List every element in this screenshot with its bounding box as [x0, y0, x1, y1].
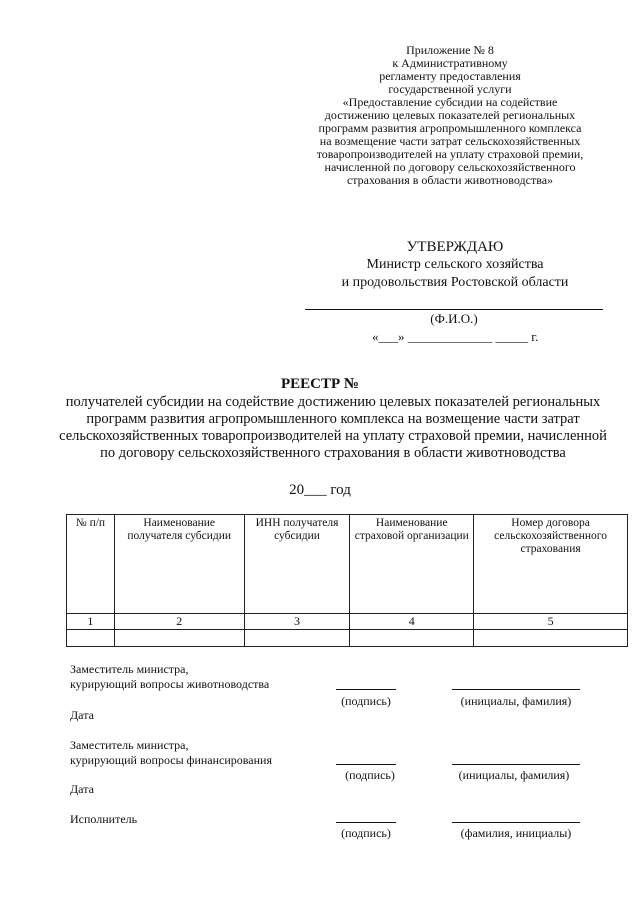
header-recipient-name: Наименование получателя субсидии [114, 515, 244, 614]
signature-caption: (подпись) [341, 826, 391, 840]
table-cell [244, 630, 350, 647]
appendix-line: программ развития агропромышленного комплекса [318, 121, 582, 135]
deputy-livestock-line1: Заместитель министра, [70, 662, 189, 676]
appendix-line: на возмещение части затрат сельскохозяйственных [319, 134, 581, 148]
signature-caption: (подпись) [345, 768, 395, 782]
approval-date-line: «___» _____________ _____ г. [372, 329, 539, 344]
header-number: № п/п [67, 515, 115, 614]
table-number-row [67, 614, 628, 630]
appendix-line: товаропроизводителей на уплату страховой премии, [316, 147, 584, 161]
table-cell [114, 630, 244, 647]
date-label: Дата [70, 782, 94, 796]
col-number: 3 [244, 614, 350, 630]
table-header-row [67, 515, 628, 614]
col-number: 4 [350, 614, 474, 630]
signature-line [336, 689, 396, 690]
deputy-livestock-label [70, 662, 269, 692]
appendix-line: начисленной по договору сельскохозяйственного [324, 160, 576, 174]
document-year: 20___ год [289, 482, 351, 498]
appendix-line: страхования в области животноводства» [346, 173, 554, 187]
approval-signature-line [305, 309, 603, 310]
deputy-livestock-line2: курирующий вопросы животноводства [70, 677, 270, 691]
appendix-line: достижению целевых показателей региональных [324, 108, 576, 122]
document-subtitle: получателей субсидии на содействие достижению целевых показателей региональных программ развития агропромышленного комплекса на возмещение части затрат сельскохозяйственных товаропроизводителей на уплату страховой премии, начисленной по договору сельскохозяйственного страхования в области животноводства [59, 394, 607, 461]
header-insurer: Наименование страховой организации [350, 515, 474, 614]
col-number: 2 [114, 614, 244, 630]
approval-position-line2: и продовольствия Ростовской области [341, 275, 569, 290]
header-inn: ИНН получателя субсидии [244, 515, 350, 614]
registry-table [66, 514, 628, 647]
name-line [452, 689, 580, 690]
approval-block [300, 238, 610, 292]
header-contract-number: Номер договора сельскохозяйственного страхования [474, 515, 628, 614]
fio-caption: (Ф.И.О.) [430, 311, 478, 326]
appendix-line: Приложение № 8 [406, 43, 494, 57]
signature-line [336, 764, 396, 765]
signature-caption: (подпись) [341, 694, 391, 708]
appendix-line: к Административному [392, 56, 508, 70]
appendix-line: регламенту предоставления [379, 69, 521, 83]
appendix-line: государственной услуги [388, 82, 512, 96]
deputy-finance-line1: Заместитель министра, [70, 738, 189, 752]
table-cell [67, 630, 115, 647]
deputy-finance-label [70, 738, 272, 768]
executor-label: Исполнитель [70, 812, 138, 826]
table-cell [474, 630, 628, 647]
document-title: РЕЕСТР № [281, 376, 359, 392]
name-line [452, 822, 580, 823]
table-cell [350, 630, 474, 647]
initials-caption: (инициалы, фамилия) [460, 694, 572, 708]
surname-caption: (фамилия, инициалы) [460, 826, 572, 840]
approval-heading: УТВЕРЖДАЮ [406, 239, 504, 255]
col-number: 5 [474, 614, 628, 630]
appendix-line: «Предоставление субсидии на содействие [342, 95, 558, 109]
appendix-header [290, 44, 610, 187]
initials-caption: (инициалы, фамилия) [458, 768, 570, 782]
deputy-finance-line2: курирующий вопросы финансирования [70, 753, 272, 767]
signature-line [336, 822, 396, 823]
date-label: Дата [70, 708, 94, 722]
name-line [452, 764, 580, 765]
col-number: 1 [67, 614, 115, 630]
approval-position-line1: Министр сельского хозяйства [366, 257, 544, 272]
table-row [67, 630, 628, 647]
